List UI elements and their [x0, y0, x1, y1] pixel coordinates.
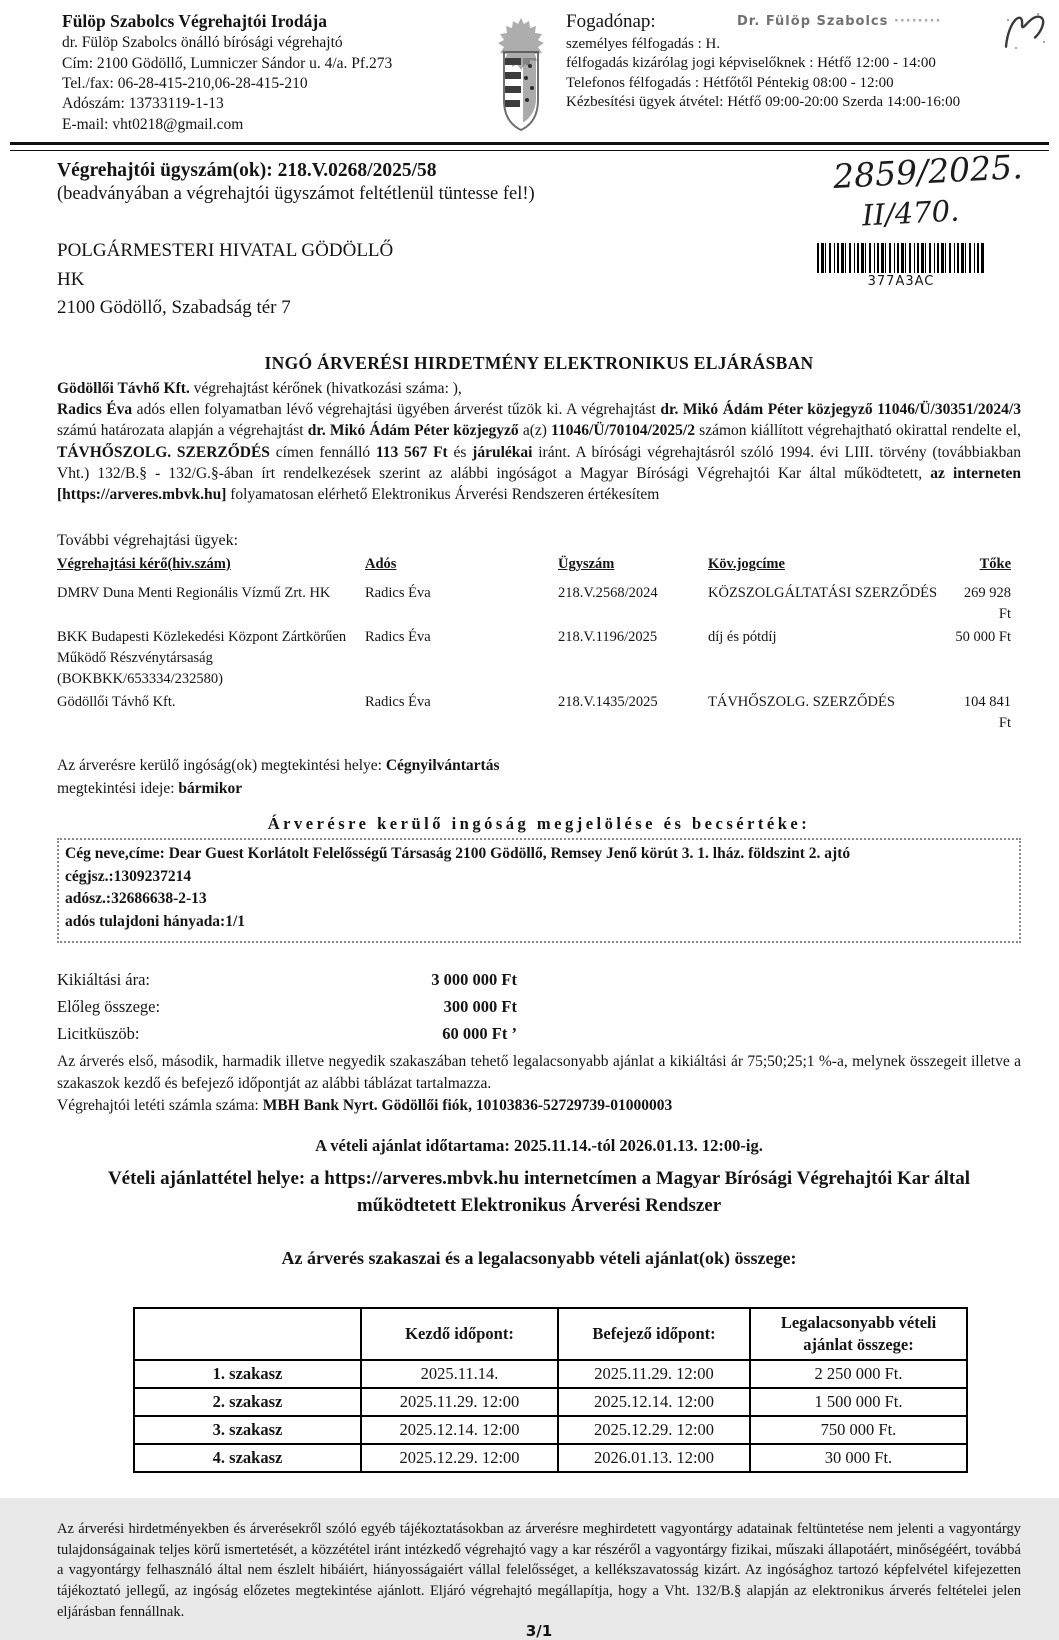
stages-header-row: [134, 1308, 967, 1361]
reception-title: Fogadónap:: [566, 11, 656, 32]
signature-squiggle-icon: [998, 8, 1050, 59]
intro-paragraph: Gödöllői Távhő Kft. végrehajtást kérőnek (hivatkozási száma: ), Radics Éva adós ellen folyamatban lévő végrehajtási ügyében árverést tűzök ki. A végrehajtást dr. Mikó Ádám Péter közjegyző 11046/Ü/30351/2024/3 számú határozata alapján a végrehajtást dr. Mikó Ádám Péter közjegyző a(z) 11046/Ü/70104/2025/2 számon kiállított végrehajtható okirattal rendelte el, TÁVHŐSZOLG. SZERZŐDÉS címen fennálló 113 567 Ft és járulékai iránt. A bírósági végrehajtásról szóló 1994. évi LIII. törvény (továbbiakban Vht.) 132/B.§ - 132/G.§-ában írt rendelkezések szerint az alábbi ingóságot a Magyar Bírósági Végrehajtói Kar által működtetett, az interneten [https://arveres.mbvk.hu] folyamatosan elérhető Elektronikus Árverési Rendszeren értékesítem: [57, 379, 1021, 504]
case-number-line: Végrehajtói ügyszám(ok): 218.V.0268/2025/58: [57, 160, 437, 181]
cases-col-claim: Köv.jogcíme: [708, 555, 785, 572]
reception-line-phone: Telefonos félfogadás : Hétfőtől Péntekig 08:00 - 12:00: [566, 74, 894, 91]
stage-start: 2025.11.29. 12:00: [361, 1388, 558, 1416]
case-row-creditor: Gödöllői Távhő Kft.: [57, 693, 176, 710]
office-phone-line: Tel./fax: 06-28-415-210,06-28-415-210: [62, 75, 308, 92]
stage-name: 1. szakasz: [134, 1360, 361, 1388]
cases-col-creditor: Végrehajtási kérő(hiv.szám): [57, 555, 231, 572]
item-heading: Árverésre kerülő ingóság megjelölése és becsértéke:: [267, 814, 811, 834]
case-row-principal: 104 841 Ft: [963, 693, 1011, 731]
stage-terms-paragraph: Az árverés első, második, harmadik illetve negyedik szakaszában tehető legalacsonyabb ajánlat a kikiáltási ár 75;50;25;1 %-a, melynek összegeit illetve a szakaszok kezdő és befejező időpontját az alábbi táblázat tartalmazza.: [57, 1053, 1021, 1093]
price-row-bid-step: [57, 1021, 1021, 1048]
stage-start: 2025.12.14. 12:00: [361, 1416, 558, 1444]
viewing-block: [57, 754, 1021, 801]
item-taxno-line: adósz.:32686638-2-13: [65, 890, 207, 908]
stage-row-4: [134, 1444, 967, 1472]
stage-name: 2. szakasz: [134, 1388, 361, 1416]
recipient-address: 2100 Gödöllő, Szabadság tér 7: [57, 297, 291, 318]
prices-block: [57, 967, 1021, 1047]
office-name: Fülöp Szabolcs Végrehajtói Irodája: [62, 11, 327, 31]
case-row-caseno: 218.V.2568/2024: [558, 584, 658, 601]
office-email-line: E-mail: vht0218@gmail.com: [62, 115, 244, 133]
stage-start: 2025.12.29. 12:00: [361, 1444, 558, 1472]
item-details-box: [57, 838, 1021, 943]
document-title: INGÓ ÁRVERÉSI HIRDETMÉNY ELEKTRONIKUS ELJÁRÁSBAN: [264, 352, 814, 373]
stage-row-1: [134, 1360, 967, 1388]
price-label: Előleg összege:: [57, 996, 161, 1016]
stage-header-min-offer: Legalacsonyabb vételi ajánlat összege:: [750, 1308, 967, 1361]
stage-end: 2026.01.13. 12:00: [558, 1444, 750, 1472]
stage-header-blank: [134, 1308, 361, 1361]
stages-table: [133, 1307, 968, 1474]
item-company-line: Cég neve,címe: Dear Guest Korlátolt Felelősségű Társaság 2100 Gödöllő, Remsey Jenő körút 3. 1. lház. földszint 2. ajtó: [65, 845, 851, 863]
price-value: 300 000 Ft: [443, 996, 517, 1016]
price-row-deposit: [57, 994, 1021, 1021]
notary-stamp-text: Dr. Fülöp Szabolcs ·····: [737, 14, 941, 29]
price-label: Kikiáltási ára:: [57, 970, 151, 990]
case-row-debtor: Radics Éva: [365, 584, 431, 601]
stage-row-3: [134, 1416, 967, 1444]
stage-end: 2025.11.29. 12:00: [558, 1360, 750, 1388]
case-note-line: (beadványában a végrehajtói ügyszámot feltétlenül tüntesse fel!): [57, 184, 535, 204]
reception-line-delivery: Kézbesítési ügyek átvétel: Hétfő 09:00-20:00 Szerda 14:00-16:00: [566, 94, 961, 111]
stage-name: 3. szakasz: [134, 1416, 361, 1444]
item-share-line: adós tulajdoni hányada:1/1: [65, 912, 246, 930]
reception-line-legal: félfogadás kizárólag jogi képviselőknek : Hétfő 12:00 - 14:00: [566, 55, 936, 72]
case-row-debtor: Radics Éva: [365, 693, 431, 710]
offer-place-line: Vételi ajánlattétel helye: a https://arveres.mbvk.hu internetcímen a Magyar Bírósági Végrehajtói Kar által működtetett Elektronikus Árverési Rendszer: [107, 1168, 971, 1217]
case-row-principal: 269 928 Ft: [963, 584, 1011, 622]
stage-end: 2025.12.29. 12:00: [558, 1416, 750, 1444]
office-bailiff-line: dr. Fülöp Szabolcs önálló bírósági végrehajtó: [62, 34, 343, 52]
case-row-caseno: 218.V.1435/2025: [558, 693, 658, 710]
case-row-claim: KÖZSZOLGÁLTATÁSI SZERZŐDÉS: [708, 584, 938, 601]
stage-end: 2025.12.14. 12:00: [558, 1388, 750, 1416]
stage-min-offer: 30 000 Ft.: [750, 1444, 967, 1472]
office-taxid-line: Adószám: 13733119-1-13: [62, 95, 224, 113]
viewing-time-line: megtekintési ideje: bármikor: [57, 780, 243, 798]
deposit-account-line: Végrehajtói letéti számla száma: MBH Bank Nyrt. Gödöllői fiók, 10103836-52729739-01000003: [57, 1096, 673, 1114]
stage-row-2: [134, 1388, 967, 1416]
stages-heading: Az árverés szakaszai és a legalacsonyabb vételi ajánlat(ok) összege:: [281, 1247, 797, 1268]
stage-header-end: Befejező időpont:: [558, 1308, 750, 1361]
case-row-principal: 50 000 Ft: [955, 628, 1011, 645]
page-number: 3/1: [525, 1622, 553, 1640]
case-row-caseno: 218.V.1196/2025: [558, 628, 658, 645]
stage-start: 2025.11.14.: [361, 1360, 558, 1388]
office-address-line: Cím: 2100 Gödöllő, Lumniczer Sándor u. 4/a. Pf.273: [62, 54, 393, 72]
viewing-place-line: Az árverésre kerülő ingóság(ok) megtekintési helye: Cégnyilvántartás: [57, 756, 500, 774]
barcode-block: [817, 243, 985, 289]
price-row-starting: [57, 967, 1021, 994]
header-divider: [10, 142, 1049, 151]
case-row-claim: díj és pótdíj: [708, 628, 777, 645]
disclaimer-paragraph: Az árverési hirdetményekben és árverésekről szóló egyéb tájékoztatásokban az árverésre meghirdetett vagyontárgy adatainak feltüntetése nem jelenti a vagyontárgy tulajdonságainak teljes körű ismertetését, a közzététel iránt intézkedő végrehajtó vagy a kar részéről a vagyontárgy fizikai, műszaki állapotáért, minőségéért, továbbá a vagyontárgy felhasználó által nem észlelt hibáiért, hiányosságaiért vállal felelősséget, a kellékszavatosság kizárt. Az ingósághoz tartozó képfelvétel kifejezetten tájékoztató jellegű, az ingóság előzetes megtekintése ajánlott. Eljáró végrehajtó megállapítja, hogy a Vht. 132/B.§ alapján az elektronikus árverés feltételei jelen eljárásban fennállnak.: [57, 1521, 1021, 1620]
coat-of-arms-icon: [482, 10, 560, 136]
cases-col-debtor: Adós: [365, 555, 397, 572]
price-label: Licitküszöb:: [57, 1023, 140, 1043]
price-value: 3 000 000 Ft: [431, 970, 517, 990]
stage-name: 4. szakasz: [134, 1444, 361, 1472]
barcode-label: 377A3AC: [867, 274, 935, 289]
barcode-icon: [817, 243, 985, 273]
case-row-creditor: BKK Budapesti Közlekedési Központ Zártkörűen Működő Részvénytársaság (BOKBKK/653334/232580): [57, 628, 347, 687]
handwritten-case-ref-2: II/470.: [861, 193, 961, 233]
recipient-line-hk: HK: [57, 268, 85, 290]
document-body: [0, 160, 1059, 1640]
stage-min-offer: 750 000 Ft.: [750, 1416, 967, 1444]
case-row-claim: TÁVHŐSZOLG. SZERZŐDÉS: [708, 693, 895, 710]
further-cases-table: [57, 554, 1021, 734]
stage-min-offer: 2 250 000 Ft.: [750, 1360, 967, 1388]
stage-header-start: Kezdő időpont:: [361, 1308, 558, 1361]
offer-period-line: A vételi ajánlat időtartama: 2025.11.14.-tól 2026.01.13. 12:00-ig.: [315, 1136, 763, 1156]
case-row-creditor: DMRV Duna Menti Regionális Vízmű Zrt. HK: [57, 584, 331, 601]
recipient-name: POLGÁRMESTERI HIVATAL GÖDÖLLŐ: [57, 240, 394, 261]
further-cases-heading: További végrehajtási ügyek:: [57, 531, 239, 549]
bailiff-office-block: [62, 10, 482, 136]
cases-col-principal: Tőke: [979, 555, 1011, 572]
stage-min-offer: 1 500 000 Ft.: [750, 1388, 967, 1416]
item-regno-line: cégjsz.:1309237214: [65, 867, 192, 885]
price-value: 60 000 Ft ’: [442, 1023, 517, 1043]
case-row-debtor: Radics Éva: [365, 628, 431, 645]
cases-col-caseno: Ügyszám: [558, 555, 615, 572]
handwritten-case-ref-1: 2859/2025.: [832, 147, 1024, 196]
reception-line-personal: személyes félfogadás : H.: [566, 35, 721, 52]
